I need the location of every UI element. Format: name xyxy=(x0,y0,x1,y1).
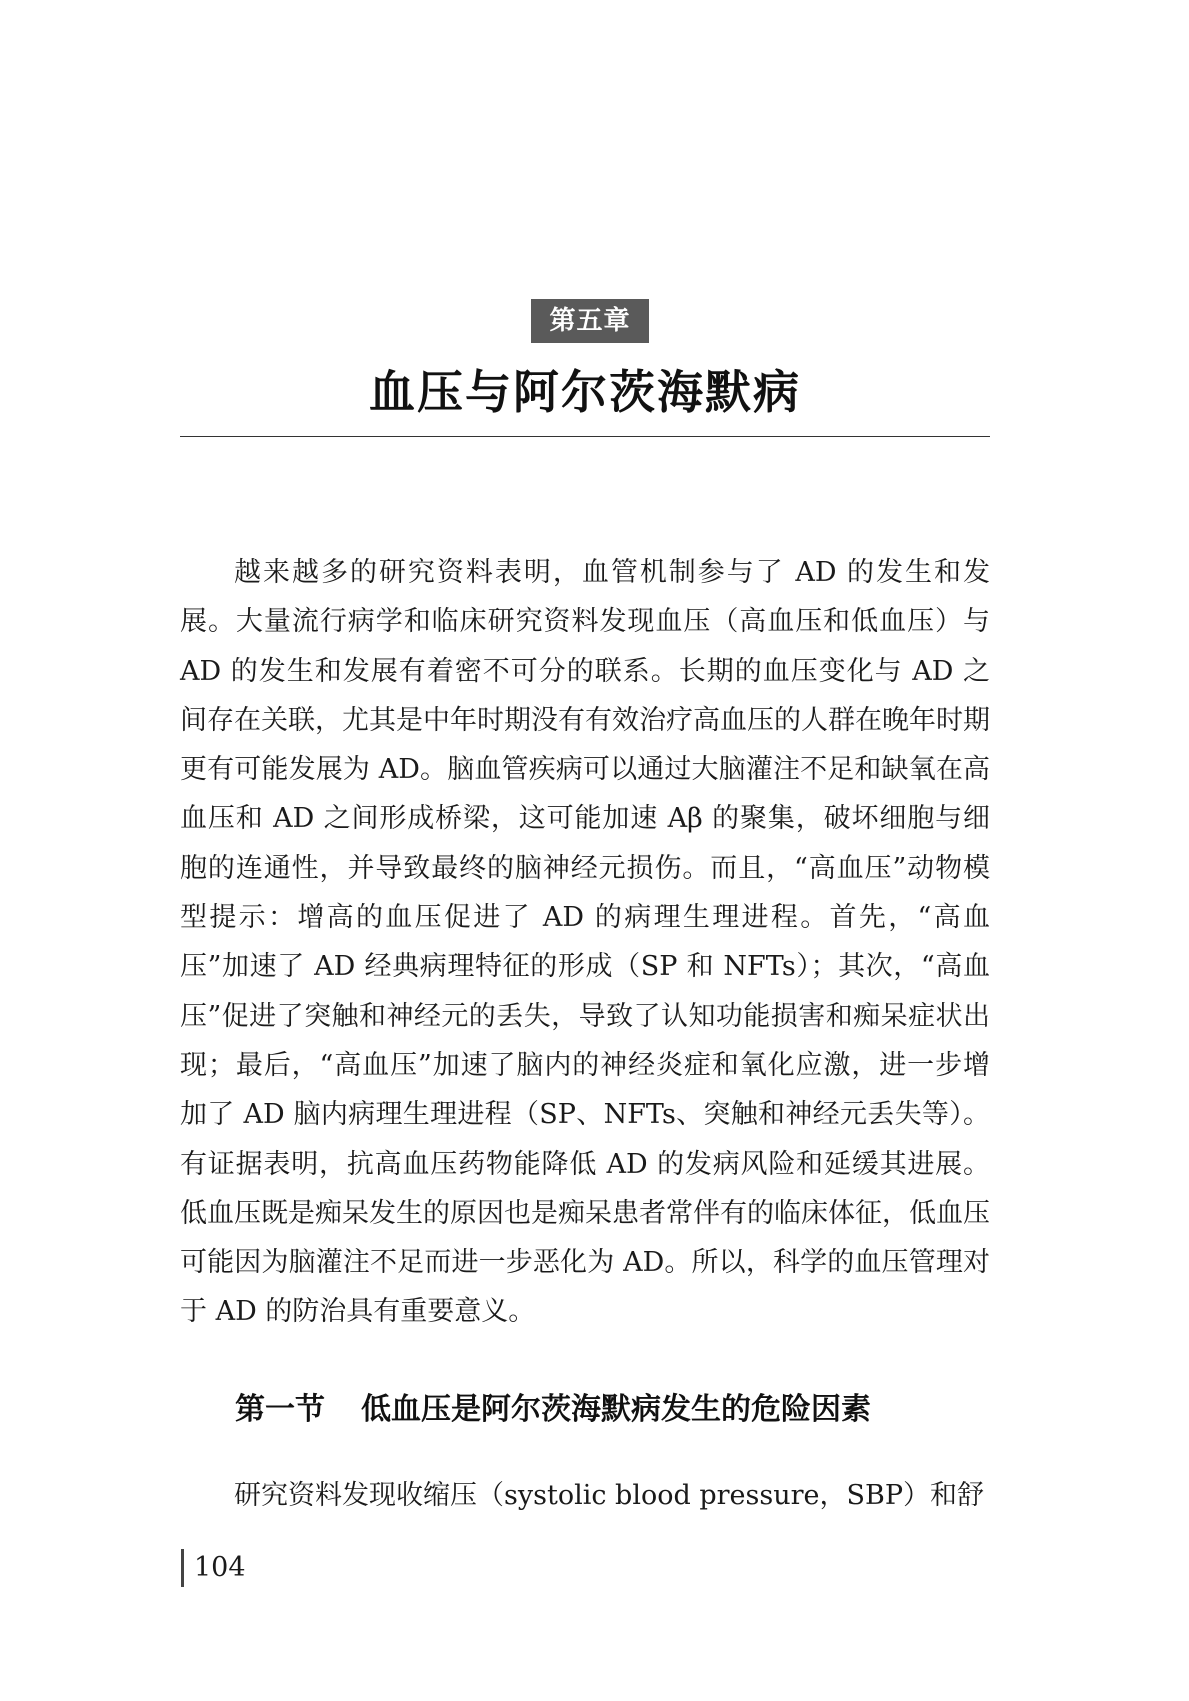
title-divider xyxy=(180,436,990,437)
page-number: 104 xyxy=(194,1552,246,1583)
intro-paragraph: 越来越多的研究资料表明，血管机制参与了 AD 的发生和发展。大量流行病学和临床研究资料发现血压（高血压和低血压）与 AD 的发生和发展有着密不可分的联系。长期的血压变化与 AD 之间存在关联，尤其是中年时期没有有效治疗高血压的人群在晚年时期更有可能发展为 AD。脑血管疾病可以通过大脑灌注不足和缺氧在高血压和 AD 之间形成桥梁，这可能加速 Aβ 的聚集，破坏细胞与细胞的连通性，并导致最终的脑神经元损伤。而且，“高血压”动物模型提示：增高的血压促进了 AD 的病理生理进程。首先，“高血压”加速了 AD 经典病理特征的形成（SP 和 NFTs）；其次，“高血压”促进了突触和神经元的丢失，导致了认知功能损害和痴呆症状出现；最后，“高血压”加速了脑内的神经炎症和氧化应激，进一步增加了 AD 脑内病理生理进程（SP、NFTs、突触和神经元丢失等）。有证据表明，抗高血压药物能降低 AD 的发病风险和延缓其进展。低血压既是痴呆发生的原因也是痴呆患者常伴有的临床体征，低血压可能因为脑灌注不足而进一步恶化为 AD。所以，科学的血压管理对于 AD 的防治具有重要意义。 xyxy=(180,557,990,1328)
page-number-bar xyxy=(181,1549,184,1587)
section-title: 低血压是阿尔茨海默病发生的危险因素 xyxy=(361,1392,871,1427)
section-first-line: 研究资料发现收缩压（systolic blood pressure，SBP）和舒 xyxy=(234,1480,985,1511)
chapter-label: 第五章 xyxy=(531,299,649,343)
section-number: 第一节 xyxy=(235,1392,325,1427)
chapter-title: 血压与阿尔茨海默病 xyxy=(369,365,801,419)
section-heading xyxy=(235,1388,990,1432)
